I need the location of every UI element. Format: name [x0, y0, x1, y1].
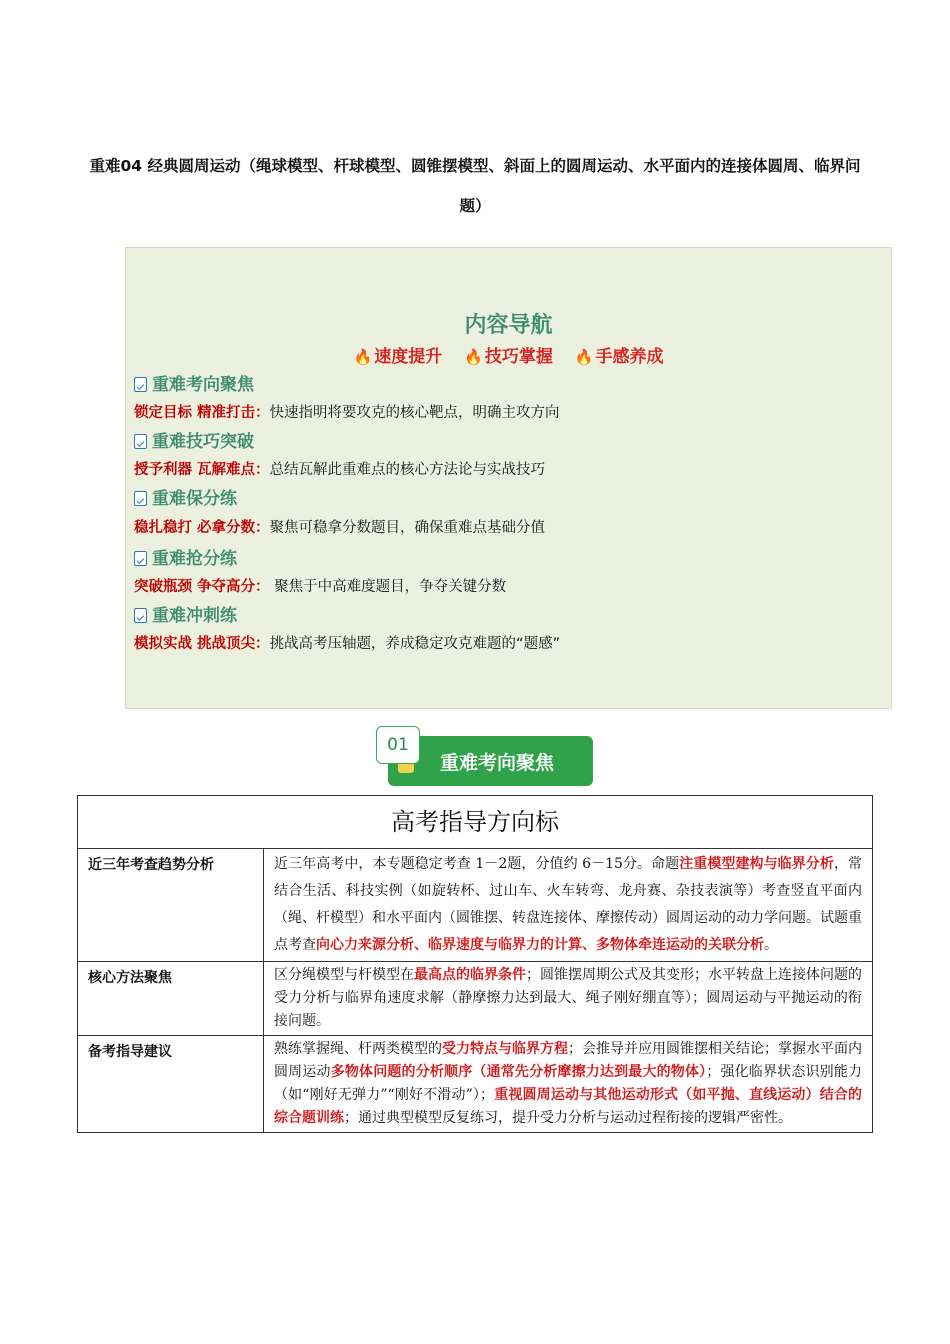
flame-icon: 🔥 — [574, 348, 594, 366]
nav-section-heading: 重难考向聚焦 — [134, 370, 254, 395]
nav-subtitle-item: 🔥 手感养成 — [574, 347, 664, 367]
body-text: ，常结合生活、科技实例（如旋转杯、过山车、火车转弯、龙舟赛、杂技表演等）考查竖直平面内（绳、杆模型）和水平面内（圆锥摆、转盘连接体、摩擦传动）圆周运动的动力学问题。试题重点考查 — [274, 856, 863, 953]
table-row — [78, 1036, 873, 1133]
nav-section-desc: 突破瓶颈 争夺高分： 聚焦于中高难度题目，争夺关键分数 — [134, 579, 507, 595]
nav-subtitle-item: 🔥 速度提升 — [353, 347, 443, 367]
section-badge-label: 重难考向聚焦 — [440, 752, 555, 774]
body-text: 熟练掌握绳、杆两类模型的 — [274, 1041, 442, 1057]
row-content — [264, 962, 873, 1036]
section-badge — [376, 726, 596, 788]
nav-subtitle-item: 🔥 技巧掌握 — [464, 347, 553, 367]
emphasis-text: 重视圆周运动与其他运动形式（如平抛、直线运动）结合的综合题训练 — [274, 1087, 862, 1126]
body-text: 近三年高考中，本专题稳定考查 1－2题，分值约 6－15分。命题 — [274, 856, 680, 872]
content-navigation-panel — [125, 247, 892, 709]
table-row — [78, 849, 873, 962]
document-check-icon — [134, 491, 147, 506]
nav-subtitle — [126, 342, 891, 367]
emphasis-text: 最高点的临界条件 — [414, 967, 526, 983]
page-title: 重难04 经典圆周运动（绳球模型、杆球模型、圆锥摆模型、斜面上的圆周运动、水平面内的连接体圆周、临界问题） — [89, 157, 861, 215]
nav-section-heading: 重难保分练 — [134, 484, 237, 509]
nav-section-desc: 稳扎稳打 必拿分数：聚焦可稳拿分数题目，确保重难点基础分值 — [134, 520, 546, 536]
table-header: 高考指导方向标 — [78, 796, 873, 849]
nav-section-desc: 授予利器 瓦解难点：总结瓦解此重难点的核心方法论与实战技巧 — [134, 462, 546, 478]
row-label: 近三年考查趋势分析 — [78, 849, 264, 962]
nav-title: 内容导航 — [464, 313, 553, 338]
nav-section-heading: 重难冲刺练 — [134, 601, 237, 626]
document-check-icon — [134, 434, 147, 449]
row-content — [264, 1036, 873, 1133]
body-text: 。 — [764, 937, 778, 953]
nav-section-heading: 重难技巧突破 — [134, 427, 254, 452]
document-check-icon — [134, 377, 147, 392]
body-text: 区分绳模型与杆模型在 — [274, 967, 414, 983]
nav-section-desc: 锁定目标 精准打击：快速指明将要攻克的核心靶点，明确主攻方向 — [134, 405, 560, 421]
table-row — [78, 962, 873, 1036]
document-check-icon — [134, 608, 147, 623]
emphasis-text: 向心力来源分析、临界速度与临界力的计算、多物体牵连运动的关联分析 — [316, 937, 764, 953]
emphasis-text: 注重模型建构与临界分析 — [679, 856, 834, 872]
flame-icon: 🔥 — [464, 348, 483, 366]
emphasis-text: 多物体问题的分析顺序（通常先分析摩擦力达到最大的物体） — [330, 1064, 707, 1080]
nav-section-heading: 重难抢分练 — [134, 544, 237, 569]
nav-section-desc: 模拟实战 挑战顶尖：挑战高考压轴题，养成稳定攻克难题的“题感” — [134, 636, 561, 652]
body-text: ；圆锥摆周期公式及其变形；水平转盘上连接体问题的受力分析与临界角速度求解（静摩擦力达到最大、绳子刚好绷直等）；圆周运动与平抛运动的衔接问题。 — [274, 967, 862, 1029]
body-text: ；会推导并应用圆锥摆相关结论；掌握水平面内圆周运动 — [274, 1041, 862, 1080]
section-badge-number: 01 — [376, 726, 420, 764]
body-text: ；强化临界状态识别能力（如“刚好无弹力”“刚好不滑动”）； — [274, 1064, 863, 1103]
guidance-table — [77, 795, 873, 1133]
flame-icon: 🔥 — [353, 348, 373, 366]
row-label: 核心方法聚焦 — [78, 962, 264, 1036]
row-content — [264, 849, 873, 962]
body-text: ；通过典型模型反复练习，提升受力分析与运动过程衔接的逻辑严密性。 — [344, 1110, 792, 1126]
row-label: 备考指导建议 — [78, 1036, 264, 1133]
document-check-icon — [134, 551, 147, 566]
emphasis-text: 受力特点与临界方程 — [442, 1041, 568, 1057]
